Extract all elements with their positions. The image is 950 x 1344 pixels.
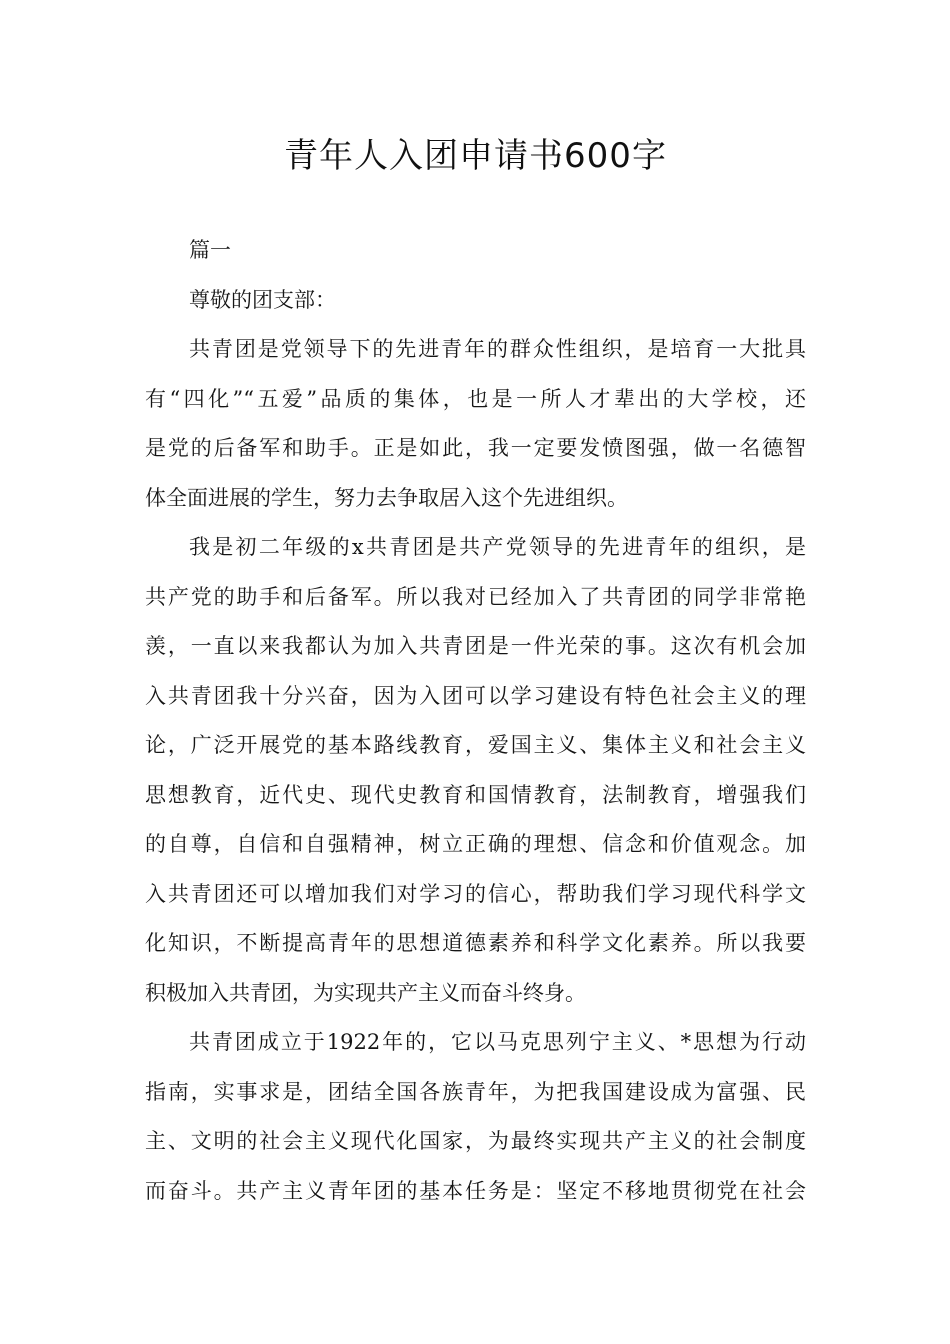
paragraph-line: 入共青团我十分兴奋，因为入团可以学习建设有特色社会主义的理: [145, 683, 806, 708]
paragraph-line: 体全面进展的学生，努力去争取居入这个先进组织。: [145, 485, 628, 510]
salutation: 尊敬的团支部：: [189, 287, 336, 312]
paragraph-line: 有“四化”“五爱”品质的集体，也是一所人才辈出的大学校，还: [145, 386, 806, 411]
paragraph-line: 共青团成立于1922年的，它以马克思列宁主义、*思想为行动: [189, 1030, 806, 1054]
paragraph-line: 指南，实事求是，团结全国各族青年，为把我国建设成为富强、民: [145, 1079, 806, 1104]
paragraph-line: 主、文明的社会主义现代化国家，为最终实现共产主义的社会制度: [145, 1129, 806, 1153]
document-body: [145, 226, 806, 1216]
paragraph-line: 思想教育，近代史、现代史教育和国情教育，法制教育，增强我们: [145, 782, 806, 807]
paragraph-line: 共产党的助手和后备军。所以我对已经加入了共青团的同学非常艳: [145, 584, 806, 609]
paragraph-line: 共青团是党领导下的先进青年的群众性组织，是培育一大批具: [189, 337, 806, 361]
paragraph-line: 而奋斗。共产主义青年团的基本任务是：坚定不移地贯彻党在社会: [145, 1178, 806, 1203]
document-title: 青年人入团申请书600字: [284, 136, 667, 176]
paragraph-line: 入共青团还可以增加我们对学习的信心，帮助我们学习现代科学文: [145, 881, 806, 906]
paragraph-line: 积极加入共青团，为实现共产主义而奋斗终身。: [145, 980, 586, 1005]
paragraph: [145, 325, 806, 523]
paragraph-line: 是党的后备军和助手。正是如此，我一定要发愤图强，做一名德智: [145, 436, 806, 460]
paragraph-line: 化知识，不断提高青年的思想道德素养和科学文化素养。所以我要: [145, 931, 806, 955]
paragraph-line: 的自尊，自信和自强精神，树立正确的理想、信念和价值观念。加: [145, 832, 806, 856]
paragraph: [145, 1018, 806, 1216]
section-label: 篇一: [189, 238, 231, 262]
paragraph-line: 我是初二年级的x共青团是共产党领导的先进青年的组织，是: [189, 535, 806, 559]
paragraph-line: 论，广泛开展党的基本路线教育，爱国主义、集体主义和社会主义: [145, 733, 806, 757]
paragraph-line: 羡，一直以来我都认为加入共青团是一件光荣的事。这次有机会加: [145, 634, 806, 658]
paragraph: [145, 523, 806, 1018]
